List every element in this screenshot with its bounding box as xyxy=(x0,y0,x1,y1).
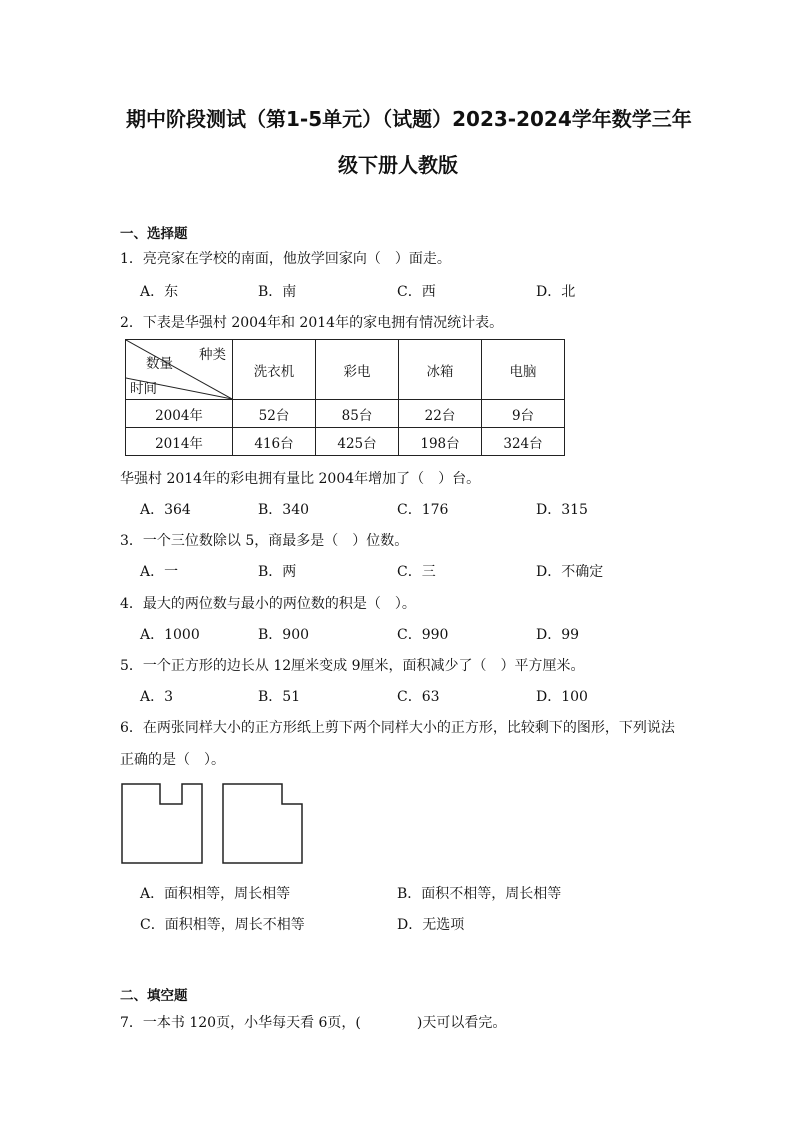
q3-option-a: A．一 xyxy=(140,564,179,580)
table-diagonal-header xyxy=(126,340,233,400)
q4-option-a: A．1000 xyxy=(140,627,200,643)
q3-option-d: D．不确定 xyxy=(536,564,604,580)
question-2-prompt: 华强村 2014年的彩电拥有量比 2004年增加了（ ）台。 xyxy=(120,471,481,487)
q2-option-d: D．315 xyxy=(536,502,588,518)
header-time-label: 时间 xyxy=(130,381,157,397)
q5-option-b: B．51 xyxy=(258,689,301,705)
table-cell: 9台 xyxy=(482,400,565,428)
q1-option-c: C．西 xyxy=(397,284,436,300)
column-header: 洗衣机 xyxy=(233,340,316,400)
column-header: 电脑 xyxy=(482,340,565,400)
question-2-stem: 2．下表是华强村 2004年和 2014年的家电拥有情况统计表。 xyxy=(120,315,504,331)
question-6-stem-line2: 正确的是（ ）。 xyxy=(120,752,225,768)
table-cell: 198台 xyxy=(399,428,482,456)
q5-option-d: D．100 xyxy=(536,689,588,705)
q3-option-c: C．三 xyxy=(397,564,436,580)
table-cell: 416台 xyxy=(233,428,316,456)
table-cell: 22台 xyxy=(399,400,482,428)
column-header: 冰箱 xyxy=(399,340,482,400)
cut-squares-figure xyxy=(120,782,310,866)
section-heading-choice: 一、选择题 xyxy=(120,226,188,242)
q2-option-c: C．176 xyxy=(397,502,449,518)
q1-option-d: D．北 xyxy=(536,284,576,300)
q6-option-c: C．面积相等，周长不相等 xyxy=(140,917,305,933)
question-5-stem: 5．一个正方形的边长从 12厘米变成 9厘米，面积减少了（ ）平方厘米。 xyxy=(120,658,585,674)
header-qty-label: 数量 xyxy=(146,356,173,372)
table-cell: 52台 xyxy=(233,400,316,428)
question-7-stem: 7．一本书 120页，小华每天看 6页，( )天可以看完。 xyxy=(120,1015,507,1031)
row-year: 2014年 xyxy=(126,428,233,456)
q3-option-b: B．两 xyxy=(258,564,297,580)
question-3-stem: 3．一个三位数除以 5，商最多是（ ）位数。 xyxy=(120,533,409,549)
section-heading-fill: 二、填空题 xyxy=(120,988,188,1004)
q4-option-d: D．99 xyxy=(536,627,580,643)
q4-option-b: B．900 xyxy=(258,627,310,643)
table-cell: 425台 xyxy=(316,428,399,456)
q5-option-c: C．63 xyxy=(397,689,440,705)
q2-option-b: B．340 xyxy=(258,502,310,518)
question-6-stem-line1: 6．在两张同样大小的正方形纸上剪下两个同样大小的正方形，比较剩下的图形，下列说法 xyxy=(120,720,675,736)
q4-option-c: C．990 xyxy=(397,627,449,643)
table-row xyxy=(126,428,565,456)
q2-option-a: A．364 xyxy=(140,502,191,518)
q1-option-b: B．南 xyxy=(258,284,297,300)
question-4-stem: 4．最大的两位数与最小的两位数的积是（ ）。 xyxy=(120,596,416,612)
appliance-stats-table xyxy=(125,339,565,456)
row-year: 2004年 xyxy=(126,400,233,428)
q6-option-d: D．无选项 xyxy=(397,917,465,933)
square-notch-top-shape xyxy=(122,784,202,863)
q6-option-b: B．面积不相等，周长相等 xyxy=(397,886,562,902)
header-kind-label: 种类 xyxy=(199,347,226,363)
q5-option-a: A．3 xyxy=(140,689,174,705)
table-row xyxy=(126,400,565,428)
page-title-line2: 级下册人教版 xyxy=(338,153,458,177)
table-cell: 85台 xyxy=(316,400,399,428)
question-1-stem: 1．亮亮家在学校的南面，他放学回家向（ ）面走。 xyxy=(120,251,451,267)
column-header: 彩电 xyxy=(316,340,399,400)
page-title-line1: 期中阶段测试（第1-5单元）（试题）2023-2024学年数学三年 xyxy=(126,107,692,131)
q6-option-a: A．面积相等，周长相等 xyxy=(140,886,291,902)
q1-option-a: A．东 xyxy=(140,284,179,300)
square-corner-cut-shape xyxy=(223,784,302,863)
table-cell: 324台 xyxy=(482,428,565,456)
